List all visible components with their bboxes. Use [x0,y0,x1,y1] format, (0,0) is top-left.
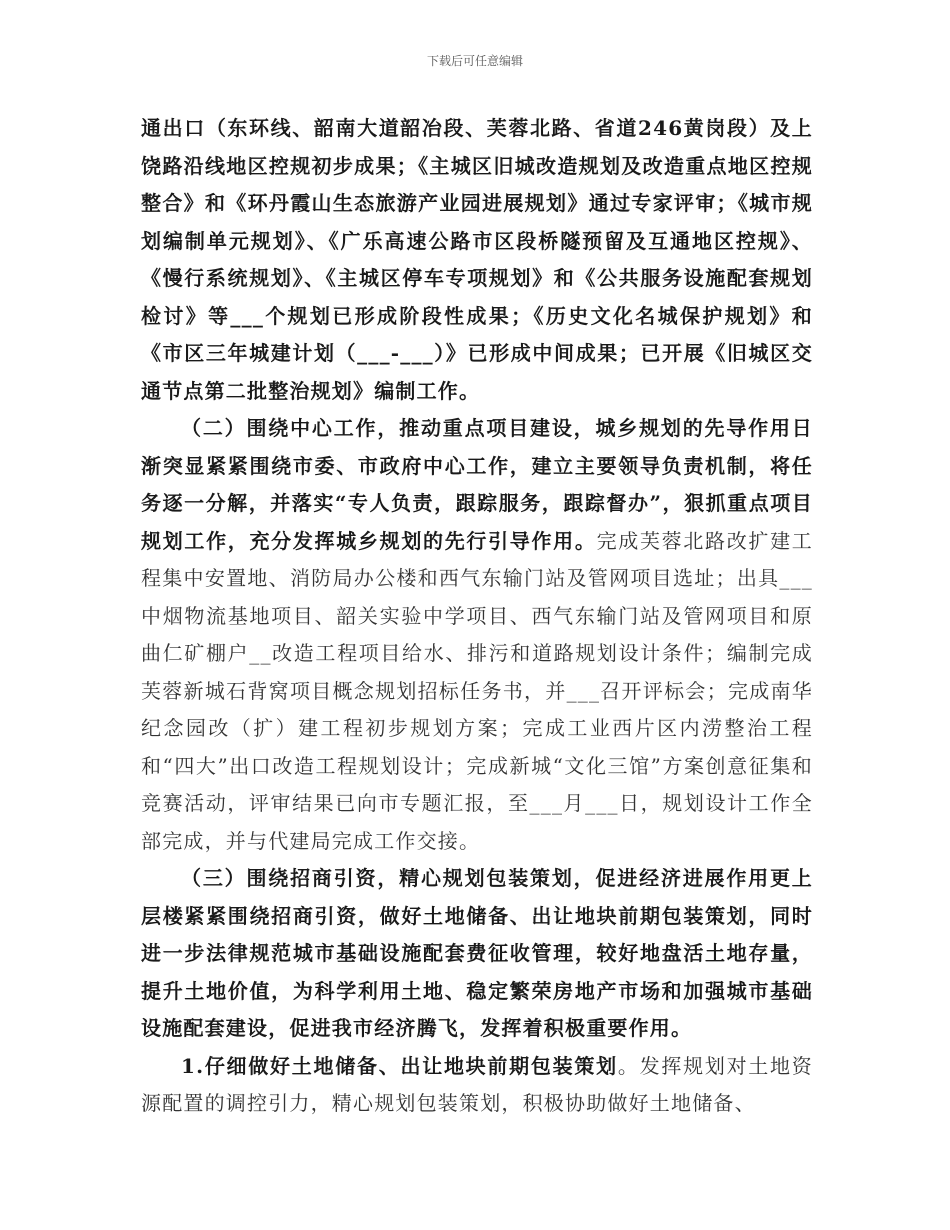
paragraph-planning-results: 通出口（东环线、韶南大道韶冶段、芙蓉北路、省道246黄岗段）及上饶路沿线地区控规初步成果；《主城区旧城改造规划及改造重点地区控规整合》和《环丹霞山生态旅游产业园进展规划》通过专家评审；《城市规划编制单元规划》、《广乐高速公路市区段桥隧预留及互通地区控规》、《慢行系统规划》、《主城区停车专项规划》和《公共服务设施配套规划检讨》等___个规划已形成阶段性成果；《历史文化名城保护规划》和《市区三年城建计划（___-___）》已形成中间成果；已开展《旧城区交通节点第二批整治规划》编制工作。 [141,116,813,403]
paragraph-land-reserve [141,1048,813,1123]
paragraph-key-projects-body: 完成芙蓉北路改扩建工程集中安置地、消防局办公楼和西气东输门站及管网项目选址；出具___中烟物流基地项目、韶关实验中学项目、西气东输门站及管网项目和原曲仁矿棚户__改造工程项目给水、排污和道路规划设计条件；编制完成芙蓉新城石背窝项目概念规划招标任务书，并___召开评标会；完成南华纪念园改（扩）建工程初步规划方案；完成工业西片区内涝整治工程和“四大”出口改造工程规划设计；完成新城“文化三馆”方案创意征集和竞赛活动，评审结果已向市专题汇报，至___月___日，规划设计工作全部完成，并与代建局完成工作交接。 [141,528,814,853]
paragraph-investment: （三）围绕招商引资，精心规划包装策划，促进经济进展作用更上层楼紧紧围绕招商引资，做好土地储备、出让地块前期包装策划，同时进一步法律规范城市基础设施配套费征收管理，较好地盘活土地存量，提升土地价值，为科学利用土地、稳定繁荣房地产市场和加强城市基础设施配套建设，促进我市经济腾飞，发挥着积极重要作用。 [141,866,813,1040]
paragraph-land-reserve-body: 。发挥规划对土地资源配置的调控引力，精心规划包装策划，积极协助做好土地储备、 [141,1053,813,1115]
paragraph-key-projects [141,410,813,860]
document-body [141,110,813,1123]
section-heading-2: （二）围绕中心工作，推动重点项目建设，城乡规划的先导作用日渐突显紧紧围绕市委、市政府中心工作，建立主要领导负责机制，将任务逐一分解，并落实“专人负责，跟踪服务，跟踪督办”，狠抓重点项目规划工作，充分发挥城乡规划的先行引导作用。 [141,416,813,553]
subsection-heading-1: 1.仔细做好土地储备、出让地块前期包装策划 [181,1053,618,1078]
page-header: 下载后可任意编辑 [426,54,523,68]
